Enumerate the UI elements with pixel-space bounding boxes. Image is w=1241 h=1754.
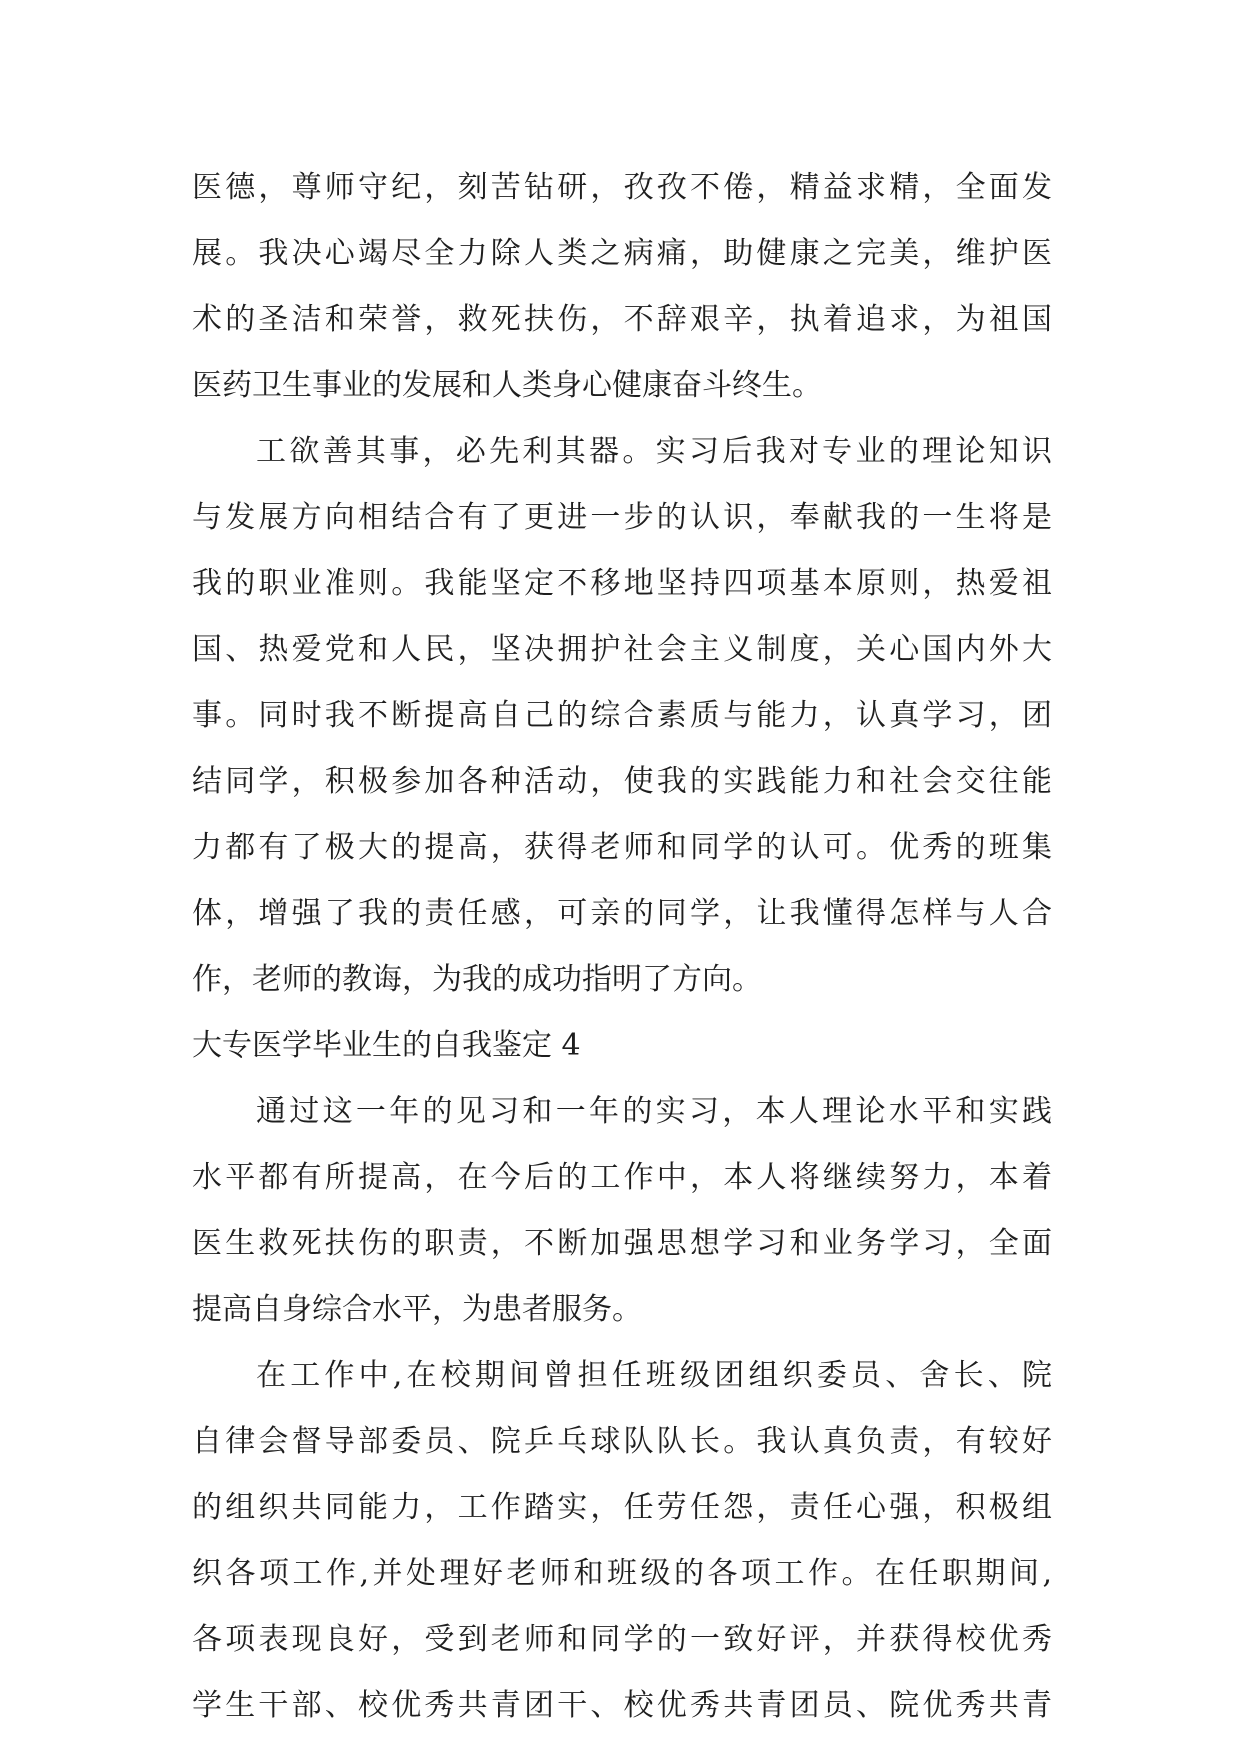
text-line: 自律会督导部委员、院乒乓球队队长。我认真负责，有较好 — [192, 1424, 1052, 1459]
paragraph-2 — [192, 419, 1052, 1013]
text-line: 力都有了极大的提高，获得老师和同学的认可。优秀的班集 — [192, 830, 1052, 865]
text-line: 与发展方向相结合有了更进一步的认识，奉献我的一生将是 — [192, 500, 1052, 535]
document-body — [192, 155, 1052, 1739]
text-line: 我的职业准则。我能坚定不移地坚持四项基本原则，热爱祖 — [192, 566, 1052, 601]
text-line: 通过这一年的见习和一年的实习，本人理论水平和实践 — [256, 1094, 1052, 1129]
text-line: 结同学，积极参加各种活动，使我的实践能力和社会交往能 — [192, 764, 1052, 799]
text-line: 在工作中,在校期间曾担任班级团组织委员、舍长、院 — [256, 1358, 1052, 1393]
section-heading: 大专医学毕业生的自我鉴定 4 — [192, 1028, 581, 1063]
text-line: 医药卫生事业的发展和人类身心健康奋斗终生。 — [192, 368, 822, 403]
text-line: 各项表现良好，受到老师和同学的一致好评，并获得校优秀 — [192, 1622, 1052, 1657]
paragraph-1 — [192, 155, 1052, 419]
text-line: 术的圣洁和荣誉，救死扶伤，不辞艰辛，执着追求，为祖国 — [192, 302, 1052, 337]
text-line: 学生干部、校优秀共青团干、校优秀共青团员、院优秀共青 — [192, 1688, 1052, 1723]
text-line: 国、热爱党和人民，坚决拥护社会主义制度，关心国内外大 — [192, 632, 1052, 667]
text-line: 的组织共同能力，工作踏实，任劳任怨，责任心强，积极组 — [192, 1490, 1052, 1525]
text-line: 事。同时我不断提高自己的综合素质与能力，认真学习，团 — [192, 698, 1052, 733]
text-line: 医德，尊师守纪，刻苦钻研，孜孜不倦，精益求精，全面发 — [192, 170, 1052, 205]
text-line: 医生救死扶伤的职责，不断加强思想学习和业务学习，全面 — [192, 1226, 1052, 1261]
text-line: 作，老师的教诲，为我的成功指明了方向。 — [192, 962, 762, 997]
paragraph-3 — [192, 1079, 1052, 1343]
paragraph-4 — [192, 1343, 1052, 1739]
text-line: 水平都有所提高，在今后的工作中，本人将继续努力，本着 — [192, 1160, 1052, 1195]
text-line: 提高自身综合水平，为患者服务。 — [192, 1292, 642, 1327]
text-line: 织各项工作,并处理好老师和班级的各项工作。在任职期间, — [192, 1556, 1052, 1591]
text-line: 展。我决心竭尽全力除人类之病痛，助健康之完美，维护医 — [192, 236, 1052, 271]
text-line: 体，增强了我的责任感，可亲的同学，让我懂得怎样与人合 — [192, 896, 1052, 931]
text-line: 工欲善其事，必先利其器。实习后我对专业的理论知识 — [256, 434, 1052, 469]
